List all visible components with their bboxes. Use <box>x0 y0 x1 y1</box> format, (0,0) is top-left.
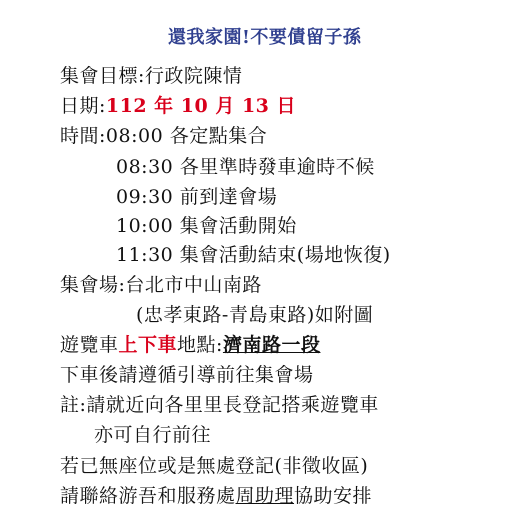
contact-line <box>60 484 372 508</box>
note-line-3: 若已無座位或是無處登記(非徵收區) <box>60 455 369 477</box>
date-label: 日期: <box>60 95 106 117</box>
bus-location: 濟南路一段 <box>222 334 321 356</box>
bus-suffix: 地點: <box>177 334 223 356</box>
date-value: 112 年 10 月 13 日 <box>105 95 297 117</box>
contact-suffix: 協助安排 <box>294 485 373 507</box>
schedule-item-2: 09:30 前到達會場 <box>116 186 278 208</box>
date-line <box>60 94 296 118</box>
bus-prefix: 遊覽車 <box>60 334 119 356</box>
bus-line <box>60 333 320 357</box>
contact-prefix: 請聯絡游吾和服務處 <box>60 485 236 507</box>
schedule-item-1: 08:30 各里準時發車逾時不候 <box>116 156 375 178</box>
venue-detail-line: (忠孝東路-青島東路)如附圖 <box>136 304 374 326</box>
bus-highlight: 上下車 <box>118 334 178 356</box>
schedule-item-0: 時間:08:00 各定點集合 <box>60 125 268 147</box>
goal-line: 集會目標:行政院陳情 <box>60 65 243 87</box>
page-title: 還我家園!不要債留子孫 <box>168 27 362 48</box>
schedule-item-4: 11:30 集會活動結束(場地恢復) <box>116 244 391 266</box>
schedule-item-3: 10:00 集會活動開始 <box>116 215 297 237</box>
note-line-2: 亦可自行前往 <box>94 424 212 446</box>
note-line-1: 註:請就近向各里里長登記搭乘遊覽車 <box>60 394 379 416</box>
venue-line: 集會場:台北市中山南路 <box>60 274 262 296</box>
guide-line: 下車後請遵循引導前往集會場 <box>60 364 314 386</box>
contact-person: 周助理 <box>235 485 295 507</box>
